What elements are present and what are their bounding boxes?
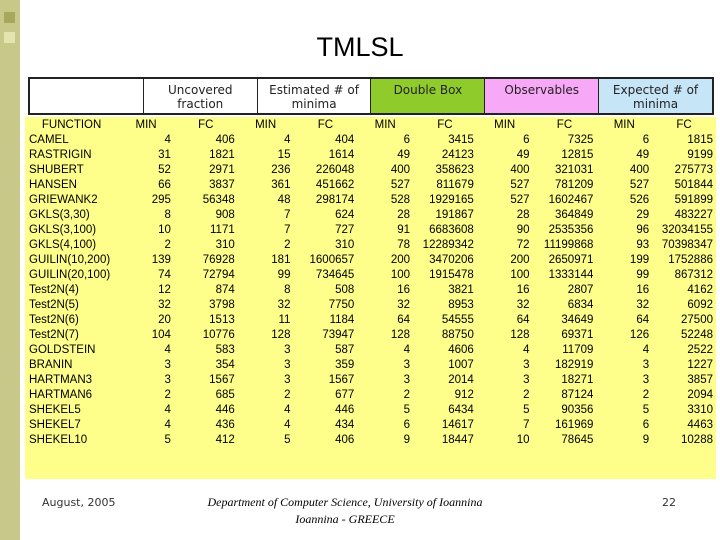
fc-cell: 364849 (555, 209, 594, 221)
fc-cell: 1567 (328, 374, 355, 386)
min-cell: 200 (390, 254, 411, 266)
fc-cell: 412 (215, 434, 235, 446)
min-cell: 48 (277, 194, 291, 206)
function-name-cell: GUILIN(10,200) (29, 254, 111, 266)
min-cell: 3 (403, 359, 411, 371)
min-cell: 3 (523, 359, 530, 371)
table-row (25, 193, 716, 208)
table-row (25, 313, 716, 328)
fc-cell: 6834 (567, 299, 594, 311)
fc-cell: 1227 (687, 359, 713, 371)
fc-cell: 1513 (209, 314, 235, 326)
min-cell: 5 (642, 404, 650, 416)
fc-cell: 1333144 (548, 269, 594, 281)
header-box-uncovered: Uncovered fraction (144, 79, 258, 113)
fc-cell: 226048 (315, 164, 355, 176)
min-cell: 4 (284, 419, 291, 431)
fc-cell: 12815 (561, 149, 594, 161)
min-cell: 400 (390, 164, 411, 176)
min-cell: 29 (636, 209, 650, 221)
fc-cell: 406 (335, 434, 355, 446)
fc-cell: 1007 (448, 359, 474, 371)
function-name-cell: Test2N(7) (29, 329, 79, 341)
fc-cell: 14617 (441, 419, 474, 431)
min-cell: 32 (636, 299, 650, 311)
col-header-fc: FC (556, 118, 573, 131)
fc-cell: 867312 (674, 269, 713, 281)
min-cell: 4 (164, 134, 171, 146)
min-cell: 2 (164, 239, 171, 251)
fc-cell: 3821 (448, 284, 474, 296)
min-cell: 6 (642, 134, 650, 146)
table-row (25, 298, 716, 313)
min-cell: 49 (516, 149, 530, 161)
fc-cell: 4162 (687, 284, 713, 296)
min-cell: 7 (523, 419, 530, 431)
fc-cell: 191867 (435, 209, 474, 221)
min-cell: 28 (397, 209, 411, 221)
min-cell: 3 (284, 344, 291, 356)
col-header-fc: FC (437, 118, 453, 131)
fc-cell: 90356 (561, 404, 594, 416)
min-cell: 3 (523, 374, 530, 386)
fc-cell: 4606 (448, 344, 474, 356)
min-cell: 361 (271, 179, 291, 191)
fc-cell: 34649 (561, 314, 594, 326)
min-cell: 128 (510, 329, 530, 341)
table-row (25, 418, 716, 433)
function-name-cell: GKLS(3,100) (29, 224, 97, 236)
fc-cell: 310 (335, 239, 355, 251)
min-cell: 3 (403, 374, 411, 386)
min-cell: 4 (164, 404, 171, 416)
min-cell: 2 (642, 389, 650, 401)
fc-cell: 298174 (315, 194, 355, 206)
fc-cell: 2014 (448, 374, 474, 386)
min-cell: 2 (164, 389, 171, 401)
min-cell: 104 (151, 329, 171, 341)
fc-cell: 446 (215, 404, 235, 416)
fc-cell: 70398347 (661, 239, 713, 251)
function-name-cell: RASTRIGIN (29, 149, 92, 161)
fc-cell: 781209 (555, 179, 594, 191)
table-row (25, 328, 716, 343)
fc-cell: 6092 (687, 299, 713, 311)
min-cell: 52 (158, 164, 171, 176)
header-box-expected: Expected # of minima (599, 79, 712, 113)
fc-cell: 52248 (681, 329, 713, 341)
min-cell: 5 (523, 404, 530, 416)
min-cell: 3 (164, 374, 171, 386)
min-cell: 527 (629, 179, 650, 191)
min-cell: 49 (397, 149, 411, 161)
min-cell: 9 (403, 434, 411, 446)
table-row (25, 433, 716, 448)
fc-cell: 406 (215, 134, 235, 146)
function-name-cell: SHEKEL10 (29, 434, 88, 446)
table-row (25, 403, 716, 418)
fc-cell: 10288 (681, 434, 713, 446)
fc-cell: 18271 (561, 374, 594, 386)
min-cell: 32 (277, 299, 291, 311)
fc-cell: 874 (215, 284, 235, 296)
table-row (25, 253, 716, 268)
min-cell: 99 (277, 269, 291, 281)
fc-cell: 8953 (448, 299, 474, 311)
min-cell: 5 (284, 434, 291, 446)
function-name-cell: CAMEL (29, 134, 69, 146)
table-row (25, 388, 716, 403)
min-cell: 78 (397, 239, 411, 251)
min-cell: 12 (158, 284, 171, 296)
function-name-cell: GRIEWANK2 (29, 194, 98, 206)
min-cell: 8 (284, 284, 291, 296)
table-row (25, 373, 716, 388)
fc-cell: 76928 (202, 254, 235, 266)
min-cell: 128 (271, 329, 291, 341)
min-cell: 91 (397, 224, 411, 236)
fc-cell: 3857 (687, 374, 713, 386)
fc-cell: 2522 (687, 344, 713, 356)
function-name-cell: HARTMAN6 (29, 389, 93, 401)
fc-cell: 2971 (209, 164, 235, 176)
min-cell: 32 (516, 299, 530, 311)
fc-cell: 10776 (202, 329, 235, 341)
min-cell: 3 (164, 359, 171, 371)
min-cell: 15 (277, 149, 291, 161)
fc-cell: 436 (215, 419, 235, 431)
fc-cell: 908 (215, 209, 235, 221)
table-row (25, 238, 716, 253)
table-row (25, 268, 716, 283)
fc-cell: 624 (335, 209, 355, 221)
fc-cell: 7325 (567, 134, 594, 146)
fc-cell: 358623 (435, 164, 474, 176)
col-header-min: MIN (613, 118, 635, 131)
fc-cell: 27500 (681, 314, 713, 326)
table-row (25, 343, 716, 358)
min-cell: 99 (636, 269, 650, 281)
min-cell: 3 (642, 374, 650, 386)
min-cell: 528 (390, 194, 411, 206)
fc-cell: 1600657 (309, 254, 355, 266)
min-cell: 200 (510, 254, 530, 266)
footer-page-number: 22 (662, 496, 676, 509)
function-name-cell: HANSEN (29, 179, 77, 191)
fc-cell: 88750 (441, 329, 474, 341)
fc-cell: 583 (215, 344, 235, 356)
min-cell: 2 (284, 389, 291, 401)
min-cell: 100 (390, 269, 411, 281)
min-cell: 526 (629, 194, 650, 206)
min-cell: 74 (158, 269, 171, 281)
fc-cell: 56348 (202, 194, 235, 206)
header-box-observables: Observables (485, 79, 599, 113)
fc-cell: 677 (335, 389, 355, 401)
fc-cell: 2650971 (548, 254, 594, 266)
footer-department (180, 494, 510, 528)
fc-cell: 7750 (328, 299, 355, 311)
min-cell: 16 (516, 284, 530, 296)
min-cell: 32 (397, 299, 411, 311)
min-cell: 20 (158, 314, 171, 326)
min-cell: 128 (390, 329, 411, 341)
min-cell: 2 (523, 389, 530, 401)
col-header-min: MIN (374, 118, 396, 131)
min-cell: 9 (642, 434, 650, 446)
fc-cell: 1567 (209, 374, 235, 386)
min-cell: 527 (510, 179, 530, 191)
fc-cell: 2094 (687, 389, 713, 401)
min-cell: 2 (403, 389, 411, 401)
min-cell: 11 (278, 314, 291, 326)
table-row (25, 178, 716, 193)
table-row (25, 283, 716, 298)
col-header-min: MIN (135, 118, 157, 131)
fc-cell: 1915478 (429, 269, 474, 281)
fc-cell: 734645 (315, 269, 355, 281)
min-cell: 6 (403, 419, 411, 431)
fc-cell: 18447 (441, 434, 474, 446)
fc-cell: 72794 (202, 269, 235, 281)
min-cell: 527 (510, 194, 530, 206)
min-cell: 49 (636, 149, 650, 161)
min-cell: 4 (284, 134, 291, 146)
fc-cell: 9199 (687, 149, 713, 161)
fc-cell: 508 (335, 284, 355, 296)
header-boxes (28, 77, 714, 115)
fc-cell: 1929165 (429, 194, 474, 206)
min-cell: 6 (403, 134, 411, 146)
col-header-fc: FC (676, 118, 692, 131)
min-cell: 96 (636, 224, 650, 236)
min-cell: 7 (284, 209, 291, 221)
fc-cell: 321031 (555, 164, 594, 176)
fc-cell: 78645 (561, 434, 594, 446)
fc-cell: 1602467 (548, 194, 594, 206)
function-name-cell: SHEKEL5 (29, 404, 81, 416)
fc-cell: 3470206 (429, 254, 474, 266)
min-cell: 181 (271, 254, 291, 266)
function-name-cell: Test2N(4) (29, 284, 79, 296)
fc-cell: 483227 (674, 209, 713, 221)
table-header-row (25, 117, 716, 133)
fc-cell: 11199868 (543, 239, 594, 251)
table-row (25, 223, 716, 238)
function-name-cell: BRANIN (29, 359, 73, 371)
min-cell: 16 (397, 284, 411, 296)
fc-cell: 434 (335, 419, 355, 431)
function-name-cell: HARTMAN3 (29, 374, 93, 386)
min-cell: 2 (284, 239, 291, 251)
fc-cell: 1171 (210, 224, 235, 236)
fc-cell: 404 (335, 134, 355, 146)
fc-cell: 1815 (687, 134, 713, 146)
fc-cell: 1821 (209, 149, 235, 161)
min-cell: 64 (636, 314, 650, 326)
min-cell: 100 (510, 269, 530, 281)
fc-cell: 501844 (674, 179, 713, 191)
min-cell: 32 (158, 299, 171, 311)
min-cell: 3 (284, 359, 291, 371)
fc-cell: 6434 (448, 404, 474, 416)
min-cell: 28 (516, 209, 530, 221)
fc-cell: 3310 (687, 404, 713, 416)
fc-cell: 3837 (209, 179, 235, 191)
min-cell: 7 (284, 224, 291, 236)
fc-cell: 1752886 (668, 254, 713, 266)
fc-cell: 2535356 (548, 224, 594, 236)
table-row (25, 208, 716, 223)
function-name-cell: GKLS(4,100) (29, 239, 97, 251)
table-row (25, 133, 716, 148)
min-cell: 295 (151, 194, 171, 206)
min-cell: 6 (523, 134, 530, 146)
fc-cell: 3415 (448, 134, 474, 146)
min-cell: 16 (636, 284, 650, 296)
slide-title: TMLSL (316, 32, 404, 62)
fc-cell: 161969 (555, 419, 594, 431)
min-cell: 4 (642, 344, 650, 356)
fc-cell: 354 (215, 359, 235, 371)
fc-cell: 811679 (436, 179, 474, 191)
fc-cell: 182919 (555, 359, 594, 371)
fc-cell: 6683608 (429, 224, 474, 236)
fc-cell: 359 (335, 359, 355, 371)
min-cell: 4 (523, 344, 530, 356)
min-cell: 66 (158, 179, 171, 191)
fc-cell: 727 (335, 224, 355, 236)
col-header-min: MIN (494, 118, 516, 131)
min-cell: 199 (629, 254, 650, 266)
min-cell: 236 (271, 164, 291, 176)
min-cell: 3 (642, 359, 650, 371)
fc-cell: 912 (454, 389, 474, 401)
min-cell: 400 (510, 164, 530, 176)
function-name-cell: Test2N(6) (29, 314, 79, 326)
min-cell: 64 (516, 314, 530, 326)
min-cell: 31 (158, 149, 171, 161)
footer-date: August, 2005 (42, 496, 116, 509)
function-name-cell: SHUBERT (29, 164, 84, 176)
footer-department-line2: Ioannina - GREECE (295, 512, 395, 526)
min-cell: 527 (390, 179, 411, 191)
fc-cell: 69371 (561, 329, 594, 341)
fc-cell: 11709 (562, 344, 594, 356)
min-cell: 93 (636, 239, 650, 251)
fc-cell: 591899 (674, 194, 713, 206)
fc-cell: 87124 (561, 389, 594, 401)
fc-cell: 2807 (567, 284, 594, 296)
fc-cell: 4463 (687, 419, 713, 431)
min-cell: 8 (164, 209, 171, 221)
fc-cell: 275773 (674, 164, 713, 176)
decor-square-dark (4, 12, 15, 23)
function-name-cell: Test2N(5) (29, 299, 79, 311)
col-header-min: MIN (255, 118, 277, 131)
min-cell: 10 (158, 224, 171, 236)
header-box-double-box: Double Box (371, 79, 485, 113)
min-cell: 4 (284, 404, 291, 416)
col-header-fc: FC (198, 118, 214, 131)
table-row (25, 148, 716, 163)
header-box-empty (30, 79, 144, 113)
fc-cell: 1184 (329, 314, 355, 326)
min-cell: 64 (397, 314, 411, 326)
left-decor-bar (0, 0, 20, 540)
min-cell: 4 (164, 419, 171, 431)
fc-cell: 73947 (322, 329, 355, 341)
fc-cell: 32034155 (661, 224, 713, 236)
col-header-fc: FC (317, 118, 334, 131)
min-cell: 400 (629, 164, 650, 176)
min-cell: 5 (164, 434, 171, 446)
results-table (25, 117, 716, 479)
function-name-cell: GKLS(3,30) (29, 209, 90, 221)
table-row (25, 163, 716, 178)
fc-cell: 12289342 (422, 239, 474, 251)
function-name-cell: GOLDSTEIN (29, 344, 96, 356)
fc-cell: 310 (215, 239, 235, 251)
fc-cell: 685 (215, 389, 235, 401)
min-cell: 72 (516, 239, 530, 251)
function-name-cell: SHEKEL7 (29, 419, 81, 431)
fc-cell: 446 (335, 404, 355, 416)
min-cell: 3 (284, 374, 291, 386)
min-cell: 126 (629, 329, 650, 341)
min-cell: 139 (151, 254, 171, 266)
footer-department-line1: Department of Computer Science, University of Ioannina (207, 495, 483, 509)
fc-cell: 587 (335, 344, 355, 356)
fc-cell: 3798 (209, 299, 235, 311)
fc-cell: 24123 (441, 149, 474, 161)
header-box-estimated: Estimated # of minima (258, 79, 372, 113)
fc-cell: 451662 (315, 179, 355, 191)
min-cell: 10 (516, 434, 530, 446)
min-cell: 6 (642, 419, 650, 431)
table-row (25, 358, 716, 373)
col-header-function: FUNCTION (41, 118, 102, 131)
function-name-cell: GUILIN(20,100) (29, 269, 111, 281)
min-cell: 4 (164, 344, 171, 356)
min-cell: 90 (516, 224, 530, 236)
fc-cell: 54555 (441, 314, 474, 326)
min-cell: 5 (403, 404, 411, 416)
fc-cell: 1614 (328, 149, 355, 161)
min-cell: 4 (403, 344, 411, 356)
